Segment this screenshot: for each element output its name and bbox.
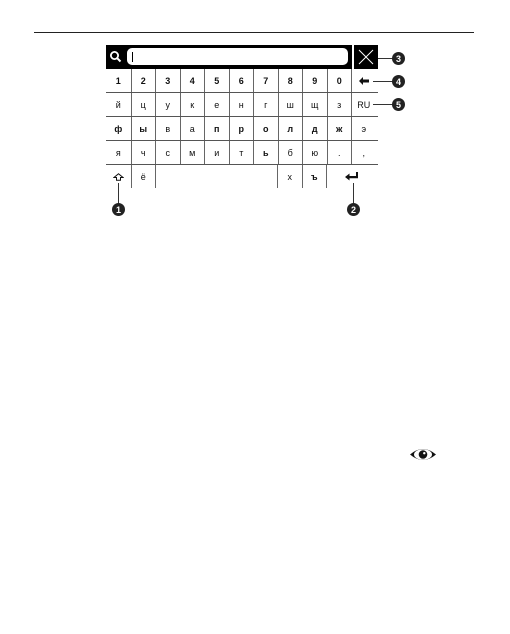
key[interactable]: ё (131, 165, 156, 188)
backspace-icon (359, 77, 369, 85)
keyboard-row-3 (106, 117, 378, 141)
eye-icon (409, 446, 437, 463)
key[interactable]: и (204, 141, 229, 164)
key[interactable]: ч (131, 141, 156, 164)
search-input[interactable] (127, 48, 348, 65)
keyboard-row-5 (106, 165, 378, 188)
key[interactable]: ш (278, 93, 303, 116)
key[interactable]: б (278, 141, 303, 164)
key[interactable]: в (155, 117, 180, 140)
keyboard-row-digits (106, 69, 378, 93)
key[interactable]: ю (302, 141, 327, 164)
key[interactable]: ц (131, 93, 156, 116)
key[interactable]: з (327, 93, 352, 116)
key[interactable]: о (253, 117, 278, 140)
callout-line (373, 81, 393, 82)
callout-marker: 4 (392, 75, 405, 88)
key[interactable]: ъ (302, 165, 327, 188)
key[interactable]: 7 (253, 69, 278, 92)
key[interactable]: п (204, 117, 229, 140)
language-key[interactable]: RU (351, 93, 376, 116)
key[interactable]: ж (327, 117, 352, 140)
key[interactable]: 2 (131, 69, 156, 92)
enter-icon (345, 172, 359, 181)
key[interactable]: э (351, 117, 376, 140)
callout-marker: 1 (112, 203, 125, 216)
key[interactable]: 6 (229, 69, 254, 92)
close-icon (354, 45, 378, 69)
top-rule (34, 32, 474, 33)
keyboard-row-4 (106, 141, 378, 165)
key[interactable]: ы (131, 117, 156, 140)
key[interactable]: я (115, 147, 121, 158)
callout-marker: 5 (392, 98, 405, 111)
key[interactable]: 3 (155, 69, 180, 92)
close-button[interactable] (354, 45, 378, 69)
key[interactable]: щ (302, 93, 327, 116)
onscreen-keyboard (106, 69, 378, 187)
key[interactable]: т (229, 141, 254, 164)
key[interactable]: ь (253, 141, 278, 164)
key[interactable]: г (253, 93, 278, 116)
space-key[interactable] (155, 165, 277, 188)
key[interactable]: с (155, 141, 180, 164)
callout-marker: 2 (347, 203, 360, 216)
backspace-key[interactable] (351, 69, 376, 92)
text-caret (132, 52, 133, 62)
callout-line (353, 183, 354, 204)
key[interactable]: 1 (115, 75, 121, 86)
enter-key[interactable] (326, 165, 376, 188)
key[interactable]: . (327, 141, 352, 164)
shift-icon (113, 173, 124, 181)
callout-marker: 3 (392, 52, 405, 65)
callout-line (373, 104, 393, 105)
search-icon (109, 50, 123, 64)
key[interactable]: м (180, 141, 205, 164)
key[interactable]: 0 (327, 69, 352, 92)
key[interactable]: к (180, 93, 205, 116)
callout-line (378, 58, 393, 59)
key[interactable]: 4 (180, 69, 205, 92)
key[interactable]: 5 (204, 69, 229, 92)
key[interactable]: у (155, 93, 180, 116)
key[interactable]: д (302, 117, 327, 140)
key[interactable]: ф (114, 123, 123, 134)
key[interactable]: а (180, 117, 205, 140)
keyboard-row-2 (106, 93, 378, 117)
key[interactable]: х (277, 165, 302, 188)
key[interactable]: р (229, 117, 254, 140)
key[interactable]: н (229, 93, 254, 116)
search-bar (106, 45, 352, 69)
key[interactable]: , (351, 141, 376, 164)
key[interactable]: е (204, 93, 229, 116)
key[interactable]: 8 (278, 69, 303, 92)
key[interactable]: л (278, 117, 303, 140)
key[interactable]: 9 (302, 69, 327, 92)
callout-line (118, 183, 119, 204)
key[interactable]: й (115, 99, 121, 110)
